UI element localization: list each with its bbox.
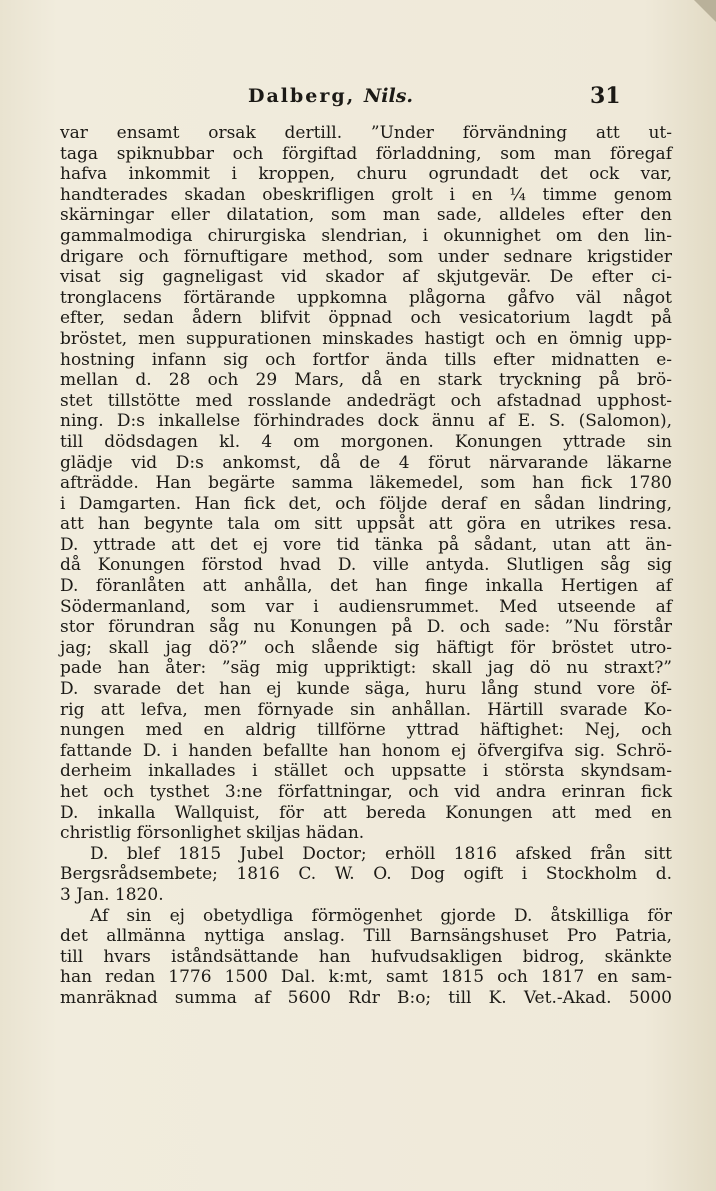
text-line: Södermanland, som var i audiensrummet. Med utseende af (60, 596, 672, 617)
page-number: 31 (590, 83, 621, 109)
text-line: drigare och förnuftigare method, som under sednare krigstider (60, 246, 672, 267)
text-line: att han begynte tala om sitt uppsåt att göra en utrikes resa. (60, 514, 672, 535)
text-line: mellan d. 28 och 29 Mars, då en stark tryckning på brö- (60, 370, 672, 391)
text-line: derheim inkallades i stället och uppsatte i största skyndsam- (60, 761, 672, 782)
text-line: hafva inkommit i kroppen, churu ogrundadt det ock var, (60, 164, 672, 185)
text-line: visat sig gagneligast vid skador af skjutgevär. De efter ci- (60, 267, 672, 288)
text-line: christlig försonlighet skiljas hädan. (60, 823, 365, 844)
page-header (0, 83, 716, 113)
text-line: det allmänna nyttiga anslag. Till Barnsängshuset Pro Patria, (60, 926, 672, 947)
text-line: taga spiknubbar och förgiftad förladdning, som man föregaf (60, 143, 672, 164)
text-line: afträdde. Han begärte samma läkemedel, som han fick 1780 (60, 473, 672, 494)
text-line: D. blef 1815 Jubel Doctor; erhöll 1816 afsked från sitt (90, 843, 672, 864)
text-line: ning. D:s inkallelse förhindrades dock ännu af E. S. (Salomon), (60, 411, 672, 432)
text-line: manräknad summa af 5600 Rdr B:o; till K. Vet.-Akad. 5000 (60, 987, 672, 1008)
text-line: pade han åter: ”säg mig uppriktigt: skall jag dö nu straxt?” (60, 658, 672, 679)
text-line: gammalmodiga chirurgiska slendrian, i okunnighet om den lin- (60, 225, 672, 246)
text-line: D. inkalla Wallquist, för att bereda Konungen att med en (60, 802, 672, 823)
text-line: hostning infann sig och fortfor ända tills efter midnatten e- (60, 349, 672, 370)
text-line: han redan 1776 1500 Dal. k:mt, samt 1815 och 1817 en sam- (60, 967, 672, 988)
text-line: handterades skadan obeskrifligen grolt i en ¼ timme genom (60, 184, 672, 205)
text-line: då Konungen förstod hvad D. ville antyda. Slutligen såg sig (60, 555, 672, 576)
text-line: var ensamt orsak dertill. ”Under förvändning att ut- (60, 123, 672, 143)
text-line: nungen med en aldrig tillförne yttrad häftighet: Nej, och (60, 720, 672, 741)
text-line: glädje vid D:s ankomst, då de 4 förut närvarande läkarne (60, 452, 672, 473)
text-line: D. föranlåten att anhålla, det han finge inkalla Hertigen af (60, 576, 672, 597)
running-title-name: Nils. (363, 85, 414, 107)
body-text (60, 123, 672, 1009)
text-line: efter, sedan ådern blifvit öppnad och vesicatorium lagdt på (60, 308, 672, 329)
text-line: 3 Jan. 1820. (60, 884, 164, 905)
running-title (248, 85, 413, 107)
text-line: fattande D. i handen befallte han honom ej öfvergifva sig. Schrö- (60, 740, 672, 761)
text-line: i Damgarten. Han fick det, och följde deraf en sådan lindring, (60, 493, 672, 514)
text-line: bröstet, men suppurationen minskades hastigt och en ömnig upp- (60, 328, 672, 349)
text-line: till hvars iståndsättande han hufvudsakligen bidrog, skänkte (60, 946, 672, 967)
text-line: D. svarade det han ej kunde säga, huru lång stund vore öf- (60, 679, 672, 700)
text-line: till dödsdagen kl. 4 om morgonen. Konungen yttrade sin (60, 431, 672, 452)
text-line: jag; skall jag dö?” och slående sig häftigt för bröstet utro- (60, 637, 672, 658)
page-corner-shadow (694, 0, 716, 22)
text-line: rig att lefva, men förnyade sin anhållan. Härtill svarade Ko- (60, 699, 672, 720)
text-line: skärningar eller dilatation, som man sade, alldeles efter den (60, 205, 672, 226)
text-line: tronglacens förtärande uppkomna plågorna gåfvo väl något (60, 287, 672, 308)
text-line: D. yttrade att det ej vore tid tänka på sådant, utan att än- (60, 534, 672, 555)
text-line: Af sin ej obetydliga förmögenhet gjorde D. åtskilliga för (90, 905, 672, 926)
text-line: stet tillstötte med rosslande andedrägt och afstadnad upphost- (60, 390, 672, 411)
text-line: het och tysthet 3:ne författningar, och vid andra erinran fick (60, 782, 672, 802)
text-line: Bergsrådsembete; 1816 C. W. O. Dog ogift i Stockholm d. (60, 864, 672, 885)
running-title-surname: Dalberg, (248, 85, 356, 107)
text-line: stor förundran såg nu Konungen på D. och sade: ”Nu förstår (60, 617, 672, 638)
